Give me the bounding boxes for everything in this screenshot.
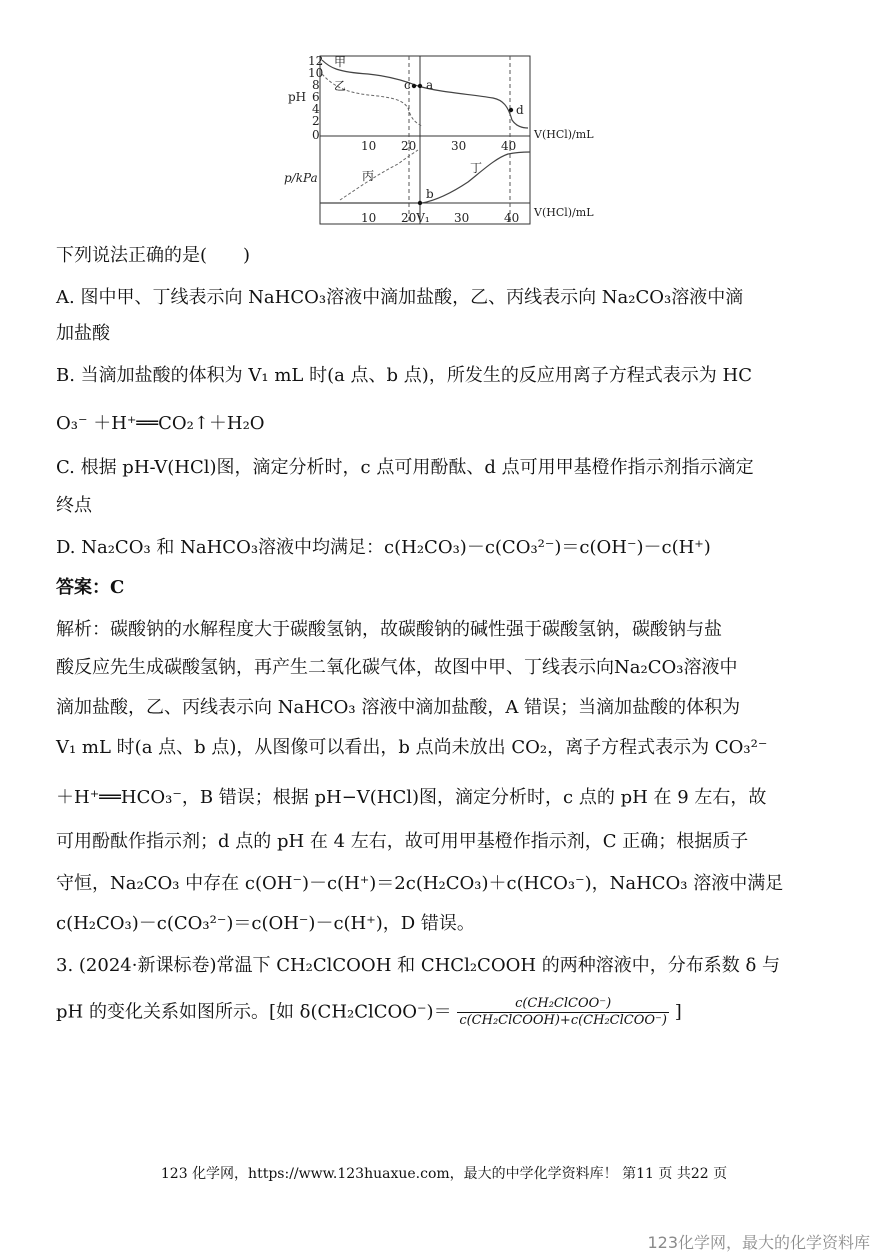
point-label-b: b	[426, 187, 434, 201]
figure-frame	[320, 56, 530, 224]
question3-line1: 3. (2024·新课标卷)常温下 CH₂ClCOOH 和 CHCl₂COOH 的两种溶液中，分布系数 δ 与	[56, 955, 781, 976]
option-b-line1: B. 当滴加盐酸的体积为 V₁ mL 时(a 点、b 点)，所发生的反应用离子方程式表示为 HC	[56, 365, 753, 386]
point-label-c: c	[404, 78, 411, 92]
page-footer: 123 化学网，https://www.123huaxue.com，最大的中学化学资料库！ 第11 页 共22 页	[160, 1166, 728, 1182]
x-tick: 40	[501, 139, 517, 153]
point-a	[418, 84, 422, 88]
x-tick: 20V₁	[401, 211, 430, 225]
x-tick: 10	[361, 139, 377, 153]
distribution-fraction	[457, 996, 669, 1029]
option-d-line: D. Na₂CO₃ 和 NaHCO₃溶液中均满足：c(H₂CO₃)－c(CO₃²⁻)＝c(OH⁻)－c(H⁺)	[56, 537, 711, 558]
question3-line2	[56, 996, 682, 1029]
x-tick: 20	[401, 139, 417, 153]
analysis-line: 滴加盐酸，乙、丙线表示向 NaHCO₃ 溶液中滴加盐酸，A 错误；当滴加盐酸的体积为	[56, 697, 741, 718]
x-tick: 10	[361, 211, 377, 225]
curve-ding	[422, 152, 530, 203]
curve-label-ding: 丁	[470, 161, 483, 175]
analysis-line: V₁ mL 时(a 点、b 点)，从图像可以看出，b 点尚未放出 CO₂，离子方程式表示为 CO₃²⁻	[56, 737, 768, 758]
option-b-line2: O₃⁻ ＋H⁺══CO₂↑＋H₂O	[56, 413, 265, 434]
watermark: 123化学网，最大的化学资料库	[647, 1233, 870, 1252]
point-label-a: a	[426, 78, 434, 92]
analysis-line: ＋H⁺══HCO₃⁻，B 错误；根据 pH−V(HCl)图，滴定分析时，c 点的 pH 在 9 左右，故	[56, 787, 767, 808]
curve-label-bing: 丙	[362, 169, 375, 183]
q3-suffix: ]	[674, 1001, 682, 1023]
y-tick: 6	[312, 90, 320, 104]
bottom-x-axis-label: V(HCl)/mL	[534, 206, 594, 219]
x-tick: 40	[504, 211, 520, 225]
question-prompt: 下列说法正确的是( )	[56, 245, 251, 266]
point-label-d: d	[516, 103, 524, 117]
x-tick: 30	[454, 211, 470, 225]
analysis-line: 可用酚酞作指示剂；d 点的 pH 在 4 左右，故可用甲基橙作指示剂，C 正确；根据质子	[56, 831, 749, 852]
x-tick: 30	[451, 139, 467, 153]
y-tick: 12	[308, 54, 324, 68]
point-c	[412, 84, 416, 88]
top-x-axis-label: V(HCl)/mL	[534, 128, 594, 141]
option-c-line1: C. 根据 pH-V(HCl)图，滴定分析时，c 点可用酚酞、d 点可用甲基橙作指示剂指示滴定	[56, 457, 754, 478]
answer: 答案：C	[56, 577, 125, 598]
option-a-line1: A. 图中甲、丁线表示向 NaHCO₃溶液中滴加盐酸，乙、丙线表示向 Na₂CO₃溶液中滴	[56, 287, 744, 308]
curve-label-jia: 甲	[334, 55, 347, 69]
option-a-line2: 加盐酸	[56, 323, 110, 344]
titration-graph	[278, 48, 618, 226]
curve-label-yi: 乙	[334, 79, 347, 93]
curve-bing	[340, 150, 418, 200]
analysis-line: 酸反应先生成碳酸氢钠，再产生二氧化碳气体，故图中甲、丁线表示向Na₂CO₃溶液中	[56, 657, 738, 678]
analysis-line: c(H₂CO₃)－c(CO₃²⁻)＝c(OH⁻)－c(H⁺)，D 错误。	[56, 913, 475, 934]
point-d	[509, 108, 513, 112]
option-c-line2: 终点	[56, 495, 92, 516]
analysis-line: 解析：碳酸钠的水解程度大于碳酸氢钠，故碳酸钠的碱性强于碳酸氢钠，碳酸钠与盐	[56, 619, 722, 640]
curve-jia	[322, 60, 528, 128]
fraction-denominator: c(CH₂ClCOOH)+c(CH₂ClCOO⁻)	[459, 1013, 667, 1028]
y-tick: 4	[312, 102, 320, 116]
titration-figure	[278, 48, 618, 226]
point-b	[418, 201, 422, 205]
bottom-y-label: p/kPa	[284, 171, 318, 185]
fraction-numerator: c(CH₂ClCOO⁻)	[457, 996, 669, 1013]
y-tick: 2	[312, 114, 320, 128]
top-y-label: pH	[288, 90, 307, 104]
analysis-line: 守恒，Na₂CO₃ 中存在 c(OH⁻)－c(H⁺)＝2c(H₂CO₃)＋c(HCO₃⁻)，NaHCO₃ 溶液中满足	[56, 873, 784, 894]
q3-prefix: pH 的变化关系如图所示。[如 δ(CH₂ClCOO⁻)＝	[56, 1001, 452, 1023]
y-tick: 10	[308, 66, 324, 80]
y-tick: 0	[312, 128, 320, 142]
y-tick: 8	[312, 78, 320, 92]
